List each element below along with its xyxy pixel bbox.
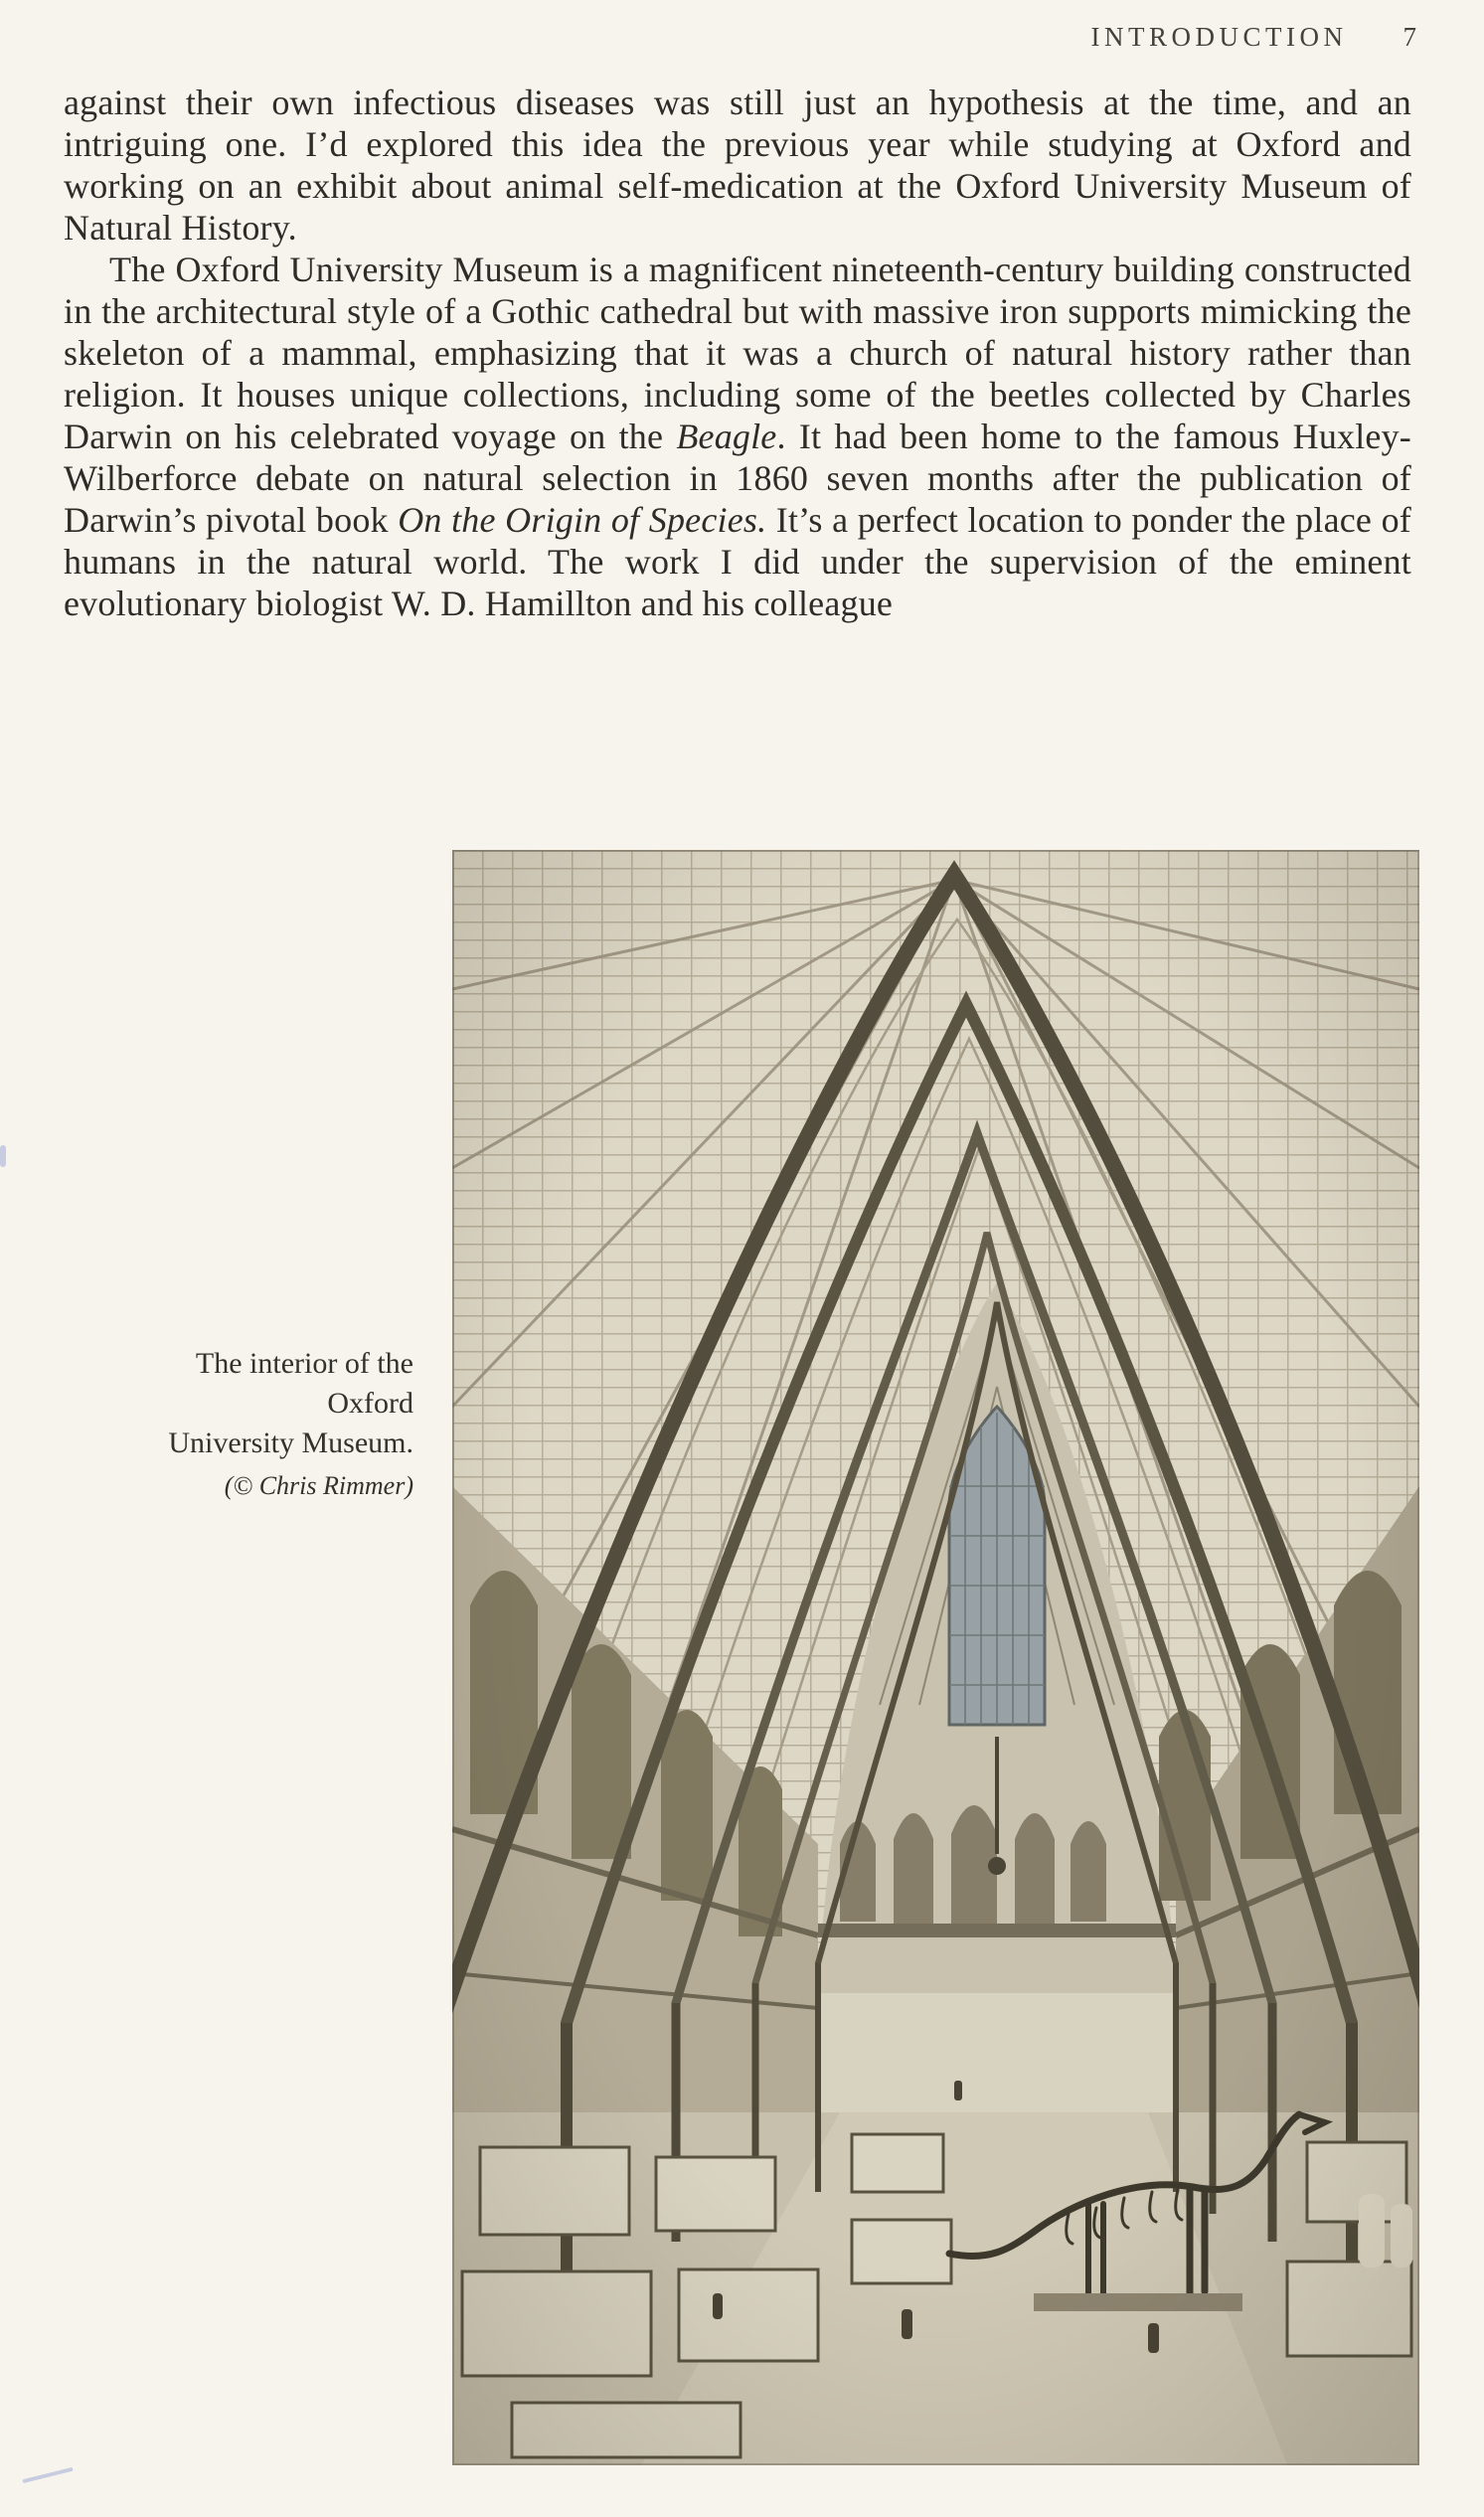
running-header bbox=[1091, 22, 1416, 53]
figure-caption bbox=[115, 1344, 413, 1506]
paragraph-2-text: The Oxford University Museum is a magnificent nineteenth-century building constructed in the architectural style of a Gothic cathedral but with massive iron supports mimicking the skeleton of a mammal, emphasizing that it was a church of natural history rather than religion. It houses unique collections, including some of the beetles collected by Charles Darwin on his celebrated voyage on the bbox=[64, 250, 1411, 456]
body-text bbox=[64, 82, 1411, 624]
paragraph-1-text: against their own infectious diseases was still just an hypothesis at the time, and an intriguing one. I’d explored this idea the previous year while studying at Oxford and working on an exhibit about animal self-medication at the Oxford University Museum of Natural History. bbox=[64, 83, 1411, 248]
scan-mark bbox=[0, 1145, 6, 1167]
paragraph-1 bbox=[64, 82, 1411, 249]
caption-line-1: The interior of the Oxford bbox=[195, 1347, 413, 1420]
caption-line-2: University Museum. bbox=[168, 1426, 413, 1459]
paragraph-2-text: It’s a perfect location to ponder the place of humans in the natural world. The work I did under the supervision of the eminent evolutionary biologist W. D. Hamillton and his colleague bbox=[64, 500, 1411, 623]
running-header-title: INTRODUCTION bbox=[1090, 22, 1348, 52]
museum-photo-figure bbox=[452, 850, 1419, 2465]
paragraph-2-text: . It had been home to the famous Huxley-Wilberforce debate on natural selection in 1860 seven months after the publication of Darwin’s pivotal book bbox=[64, 417, 1411, 540]
page-number: 7 bbox=[1402, 22, 1416, 52]
museum-interior-photo bbox=[452, 850, 1419, 2465]
photo-credit: (© Chris Rimmer) bbox=[224, 1471, 413, 1500]
book-title-beagle: Beagle bbox=[676, 417, 777, 456]
scan-mark bbox=[22, 2467, 73, 2483]
book-title-origin-of-species: On the Origin of Species. bbox=[398, 500, 767, 540]
paragraph-2 bbox=[64, 249, 1411, 624]
